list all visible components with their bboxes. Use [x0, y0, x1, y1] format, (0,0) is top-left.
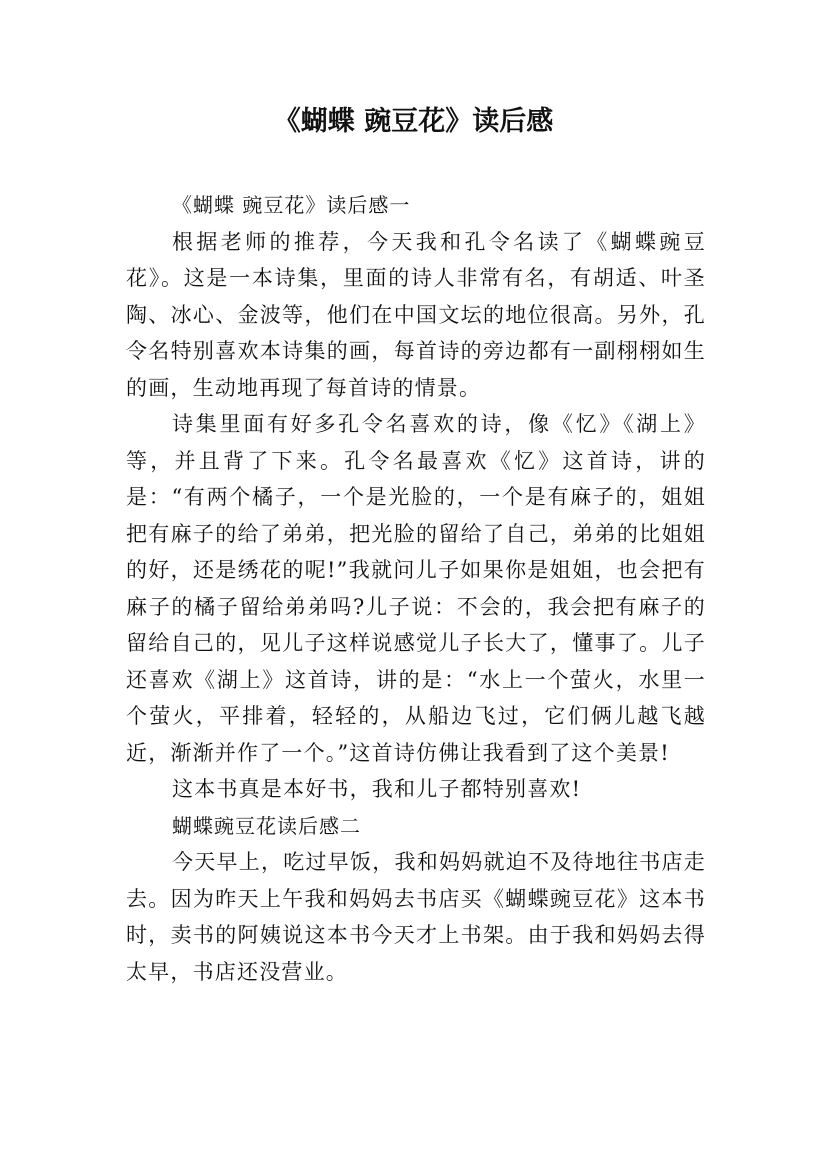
paragraph: 这本书真是本好书，我和儿子都特别喜欢!: [172, 777, 582, 801]
paragraph: 根据老师的推荐，今天我和孔令名读了《蝴蝶豌豆花》。这是一本诗集，里面的诗人非常有名，有胡适、叶圣陶、冰心、金波等，他们在中国文坛的地位很高。另外，孔令名特别喜欢本诗集的画，每首诗的旁边都有一副栩栩如生的画，生动地再现了每首诗的情景。: [126, 229, 706, 400]
section-heading-1: 《蝴蝶 豌豆花》读后感一: [172, 193, 411, 217]
paragraph: 今天早上，吃过早饭，我和妈妈就迫不及待地往书店走去。因为昨天上午我和妈妈去书店买《蝴蝶豌豆花》这本书时，卖书的阿姨说这本书今天才上书架。由于我和妈妈去得太早，书店还没营业。: [126, 850, 706, 984]
section-heading-2: 蝴蝶豌豆花读后感二: [172, 813, 361, 838]
document-title: 《蝴蝶 豌豆花》读后感: [273, 106, 554, 137]
paragraph: 诗集里面有好多孔令名喜欢的诗，像《忆》《湖上》等，并且背了下来。孔令名最喜欢《忆》这首诗，讲的是：“有两个橘子，一个是光脸的，一个是有麻子的，姐姐把有麻子的给了弟弟，把光脸的留给了自己，弟弟的比姐姐的好，还是绣花的呢!”我就问儿子如果你是姐姐，也会把有麻子的橘子留给弟弟吗?儿子说：不会的，我会把有麻子的留给自己的，见儿子这样说感觉儿子长大了，懂事了。儿子还喜欢《湖上》这首诗，讲的是：“水上一个萤火，水里一个萤火，平排着，轻轻的，从船边飞过，它们俩儿越飞越近，渐渐并作了一个。”这首诗仿佛让我看到了这个美景!: [126, 412, 706, 765]
document-body: [126, 187, 706, 990]
